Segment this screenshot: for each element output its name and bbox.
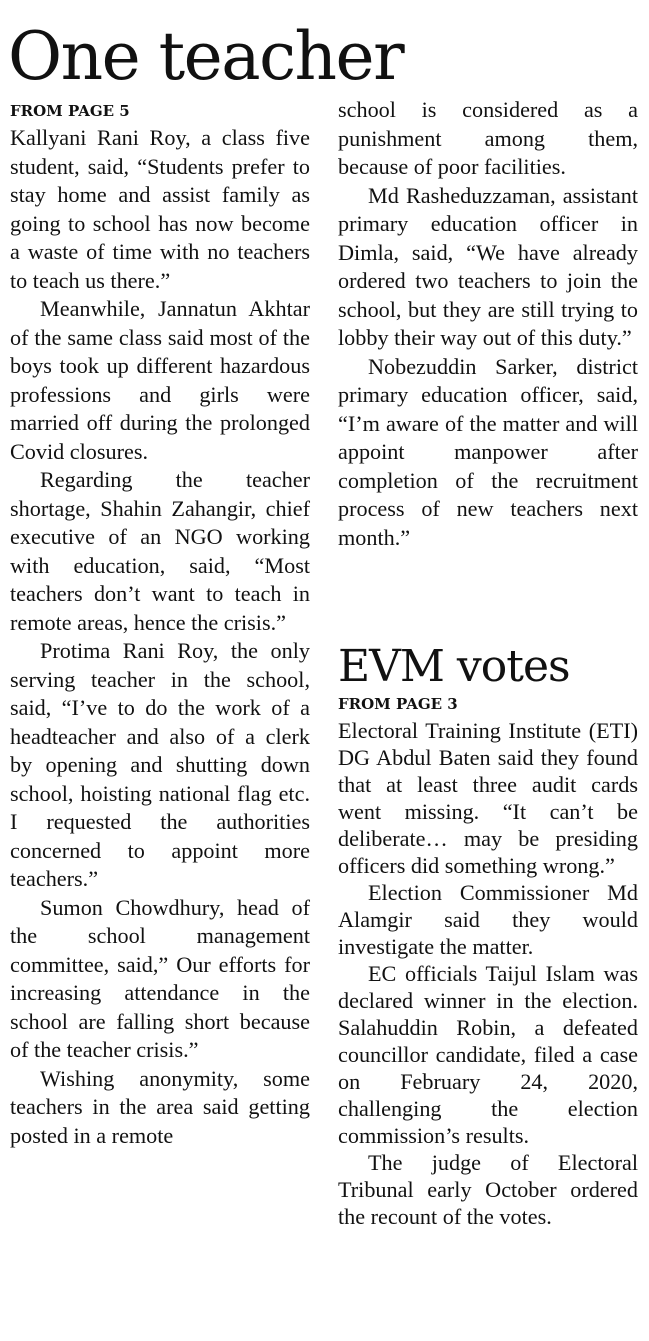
story-headline-one-teacher: One teacher	[8, 18, 404, 95]
article-column-1	[10, 124, 310, 1150]
jump-line-from-page-3: FROM PAGE 3	[338, 695, 458, 713]
paragraph: Electoral Training Institute (ETI) DG Abdul Baten said they found that at least three audit cards went missing. “It can’t be deliberate… may be presiding officers did something wrong.”	[338, 718, 638, 878]
paragraph: Wishing anonymity, some teachers in the area said getting posted in a remote	[10, 1065, 310, 1148]
article-column-3	[338, 717, 638, 1230]
paragraph: Md Rasheduzzaman, assistant primary education officer in Dimla, said, “We have already ordered two teachers to join the school, but they are still trying to lobby their way out of this duty.”	[338, 182, 638, 350]
paragraph: school is considered as a punishment among them, because of poor facilities.	[338, 97, 638, 179]
paragraph: Regarding the teacher shortage, Shahin Zahangir, chief executive of an NGO working with education, said, “Most teachers don’t want to teach in remote areas, hence the crisis.”	[10, 467, 310, 635]
paragraph: EC officials Taijul Islam was declared winner in the election. Salahuddin Robin, a defeated councillor candidate, filed a case on February 24, 2020, challenging the election commission’s results.	[338, 961, 638, 1148]
paragraph: Kallyani Rani Roy, a class five student, said, “Students prefer to stay home and assist family as going to school has now become a waste of time with no teachers to teach us there.”	[10, 125, 310, 293]
paragraph: The judge of Electoral Tribunal early October ordered the recount of the votes.	[338, 1150, 638, 1229]
paragraph: Meanwhile, Jannatun Akhtar of the same class said most of the boys took up different hazardous professions and girls were married off during the prolonged Covid closures.	[10, 296, 310, 464]
paragraph: Nobezuddin Sarker, district primary education officer, said, “I’m aware of the matter and will appoint manpower after completion of the recruitment process of new teachers next month.”	[338, 353, 638, 550]
paragraph: Sumon Chowdhury, head of the school management committee, said,” Our efforts for increasing attendance in the school are falling short because of the teacher crisis.”	[10, 894, 310, 1062]
jump-line-from-page-5: FROM PAGE 5	[10, 102, 130, 120]
paragraph: Election Commissioner Md Alamgir said they would investigate the matter.	[338, 880, 638, 959]
story-headline-evm-votes: EVM votes	[338, 641, 570, 692]
paragraph: Protima Rani Roy, the only serving teacher in the school, said, “I’ve to do the work of a headteacher and also of a clerk by opening and shutting down school, hoisting national flag etc. I requested the authorities concerned to appoint more teachers.”	[10, 638, 310, 891]
article-column-2	[338, 96, 638, 552]
